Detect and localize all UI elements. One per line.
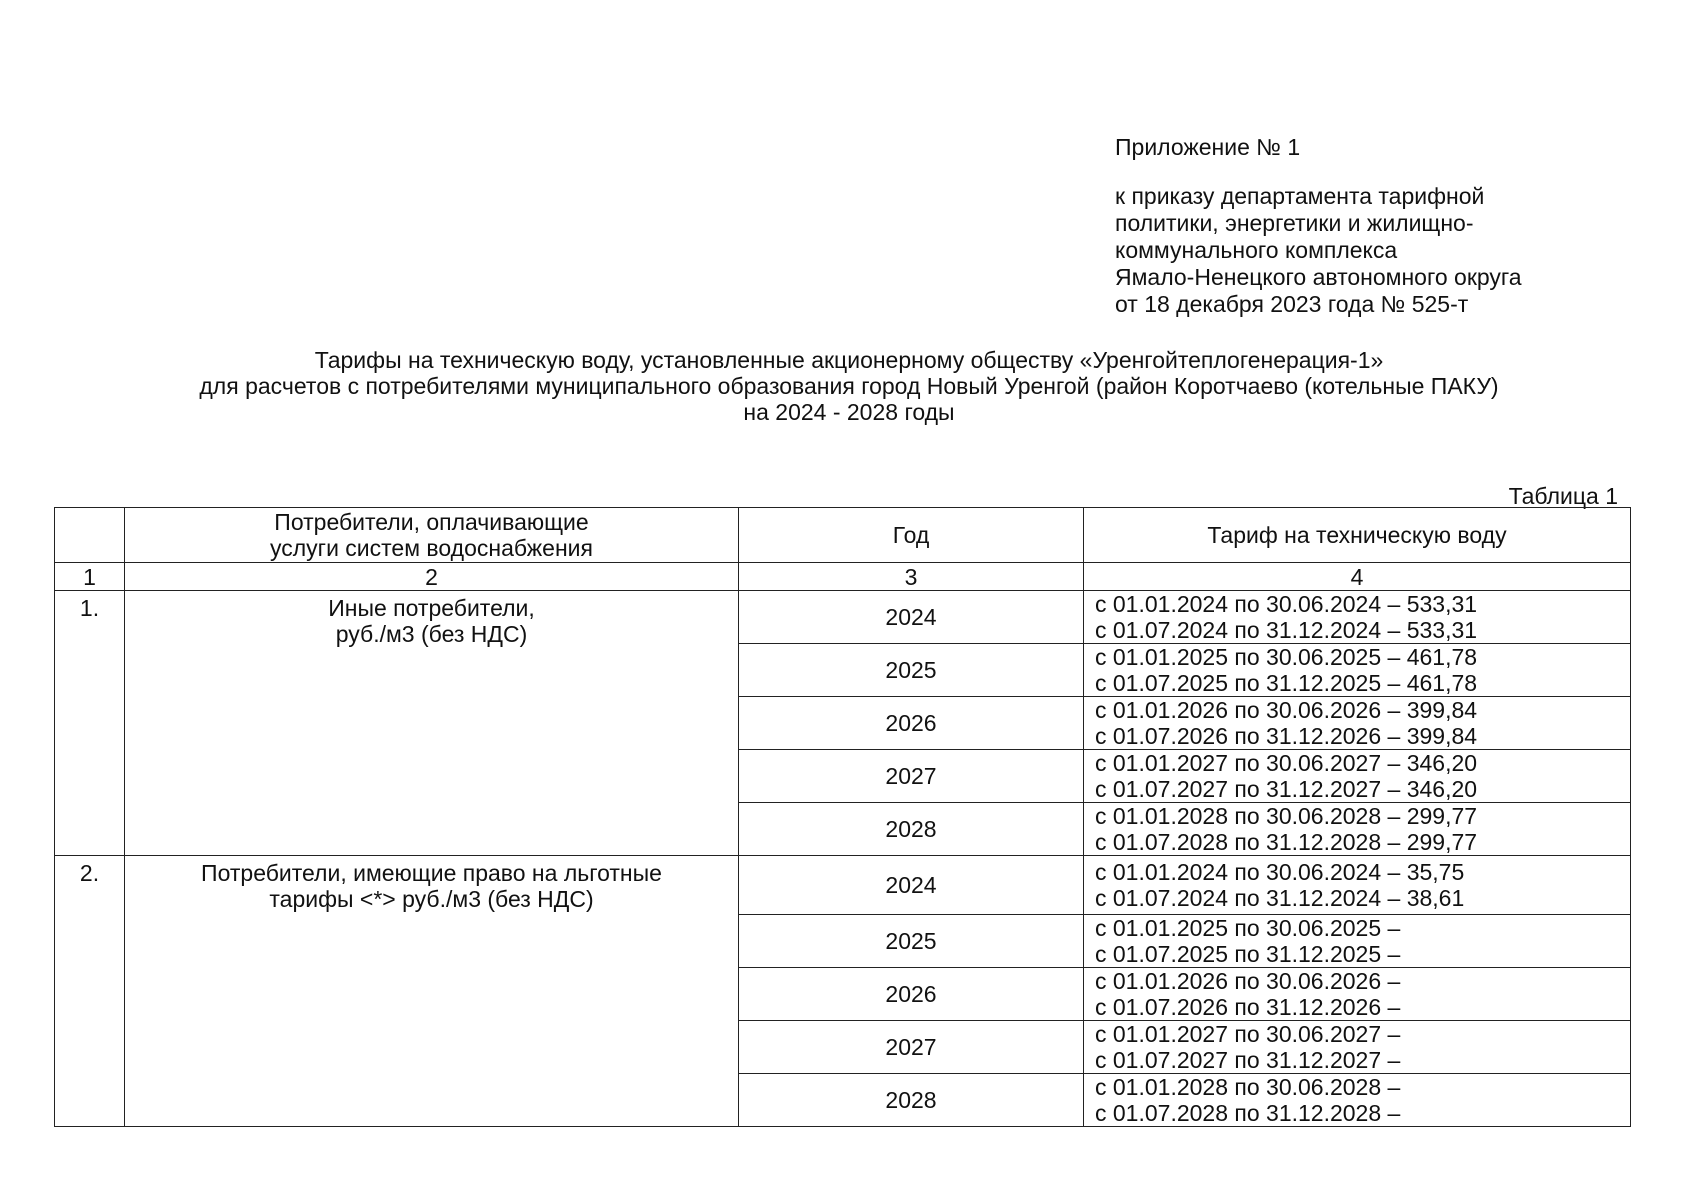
header-cell-consumers xyxy=(125,508,739,563)
tariff-period-line: с 01.01.2027 по 30.06.2027 – 346,20 xyxy=(1095,750,1478,776)
table-header-row xyxy=(55,508,1631,563)
tariff-period-line: с 01.07.2028 по 31.12.2028 – 299,77 xyxy=(1095,829,1478,855)
title-line: Тарифы на техническую воду, установленные акционерному обществу «Уренгойтеплогенерация-1» xyxy=(314,347,1384,373)
tariff-period-line: с 01.07.2026 по 31.12.2026 – 399,84 xyxy=(1095,723,1478,749)
tariff-period-line: с 01.07.2027 по 31.12.2027 – 346,20 xyxy=(1095,776,1478,802)
header-cell-number xyxy=(55,508,125,563)
tariff-cell xyxy=(1084,750,1631,803)
consumer-cell xyxy=(125,856,739,1127)
appendix-line: политики, энергетики и жилищно- xyxy=(1115,210,1474,236)
row-number-cell: 2. xyxy=(55,856,125,1127)
tariff-period-line: с 01.01.2025 по 30.06.2025 – 461,78 xyxy=(1095,644,1478,670)
year-cell: 2024 xyxy=(739,591,1084,644)
table-row xyxy=(55,856,1631,915)
header-consumers-line: услуги систем водоснабжения xyxy=(270,535,593,561)
tariff-period-line: с 01.07.2027 по 31.12.2027 – xyxy=(1095,1047,1401,1073)
appendix-line: Ямало-Ненецкого автономного округа xyxy=(1115,264,1522,290)
consumer-line: тарифы <*> руб./м3 (без НДС) xyxy=(269,886,594,912)
year-cell: 2027 xyxy=(739,750,1084,803)
tariff-period-line: с 01.07.2028 по 31.12.2028 – xyxy=(1095,1100,1401,1126)
appendix-line: коммунального комплекса xyxy=(1115,237,1398,263)
consumer-line: Иные потребители, xyxy=(328,595,535,621)
table-label: Таблица 1 xyxy=(1508,483,1618,509)
title-line: для расчетов с потребителями муниципального образования город Новый Уренгой (район Коротчаево (котельные ПАКУ) xyxy=(199,373,1499,399)
row-number-cell: 1. xyxy=(55,591,125,856)
column-number: 3 xyxy=(739,563,1084,591)
table-row xyxy=(55,591,1631,644)
tariff-period-line: с 01.01.2024 по 30.06.2024 – 533,31 xyxy=(1095,591,1478,617)
tariff-cell xyxy=(1084,644,1631,697)
consumer-cell xyxy=(125,591,739,856)
tariff-period-line: с 01.01.2025 по 30.06.2025 – xyxy=(1095,915,1401,941)
tariff-cell xyxy=(1084,915,1631,968)
tariff-period-line: с 01.07.2025 по 31.12.2025 – 461,78 xyxy=(1095,670,1478,696)
tariff-cell xyxy=(1084,591,1631,644)
tariff-period-line: с 01.01.2028 по 30.06.2028 – 299,77 xyxy=(1095,803,1478,829)
tariff-period-line: с 01.01.2026 по 30.06.2026 – 399,84 xyxy=(1095,697,1478,723)
header-cell-year: Год xyxy=(739,508,1084,563)
tariff-cell xyxy=(1084,1074,1631,1127)
tariff-cell xyxy=(1084,803,1631,856)
appendix-line: от 18 декабря 2023 года № 525-т xyxy=(1115,291,1469,317)
tariff-cell xyxy=(1084,856,1631,915)
tariff-period-line: с 01.01.2027 по 30.06.2027 – xyxy=(1095,1021,1401,1047)
tariff-table xyxy=(54,507,1631,1127)
title-line: на 2024 - 2028 годы xyxy=(743,399,955,425)
header-consumers-line: Потребители, оплачивающие xyxy=(274,509,589,535)
column-number: 2 xyxy=(125,563,739,591)
column-numbers-row xyxy=(55,563,1631,591)
consumer-line: руб./м3 (без НДС) xyxy=(335,621,528,647)
tariff-period-line: с 01.07.2024 по 31.12.2024 – 38,61 xyxy=(1095,885,1465,911)
year-cell: 2026 xyxy=(739,968,1084,1021)
tariff-period-line: с 01.07.2024 по 31.12.2024 – 533,31 xyxy=(1095,617,1478,643)
year-cell: 2025 xyxy=(739,644,1084,697)
tariff-period-line: с 01.01.2024 по 30.06.2024 – 35,75 xyxy=(1095,859,1465,885)
tariff-cell xyxy=(1084,697,1631,750)
appendix-number: Приложение № 1 xyxy=(1115,134,1301,160)
column-number: 4 xyxy=(1084,563,1631,591)
header-cell-tariff: Тариф на техническую воду xyxy=(1084,508,1631,563)
tariff-period-line: с 01.01.2026 по 30.06.2026 – xyxy=(1095,968,1401,994)
consumer-line: Потребители, имеющие право на льготные xyxy=(201,860,662,886)
year-cell: 2024 xyxy=(739,856,1084,915)
year-cell: 2027 xyxy=(739,1021,1084,1074)
column-number: 1 xyxy=(55,563,125,591)
year-cell: 2028 xyxy=(739,803,1084,856)
appendix-block xyxy=(1115,134,1635,318)
tariff-period-line: с 01.01.2028 по 30.06.2028 – xyxy=(1095,1074,1401,1100)
tariff-cell xyxy=(1084,1021,1631,1074)
appendix-line: к приказу департамента тарифной xyxy=(1115,183,1485,209)
year-cell: 2026 xyxy=(739,697,1084,750)
year-cell: 2028 xyxy=(739,1074,1084,1127)
document-title xyxy=(0,347,1698,425)
tariff-cell xyxy=(1084,968,1631,1021)
tariff-period-line: с 01.07.2026 по 31.12.2026 – xyxy=(1095,994,1401,1020)
tariff-period-line: с 01.07.2025 по 31.12.2025 – xyxy=(1095,941,1401,967)
year-cell: 2025 xyxy=(739,915,1084,968)
